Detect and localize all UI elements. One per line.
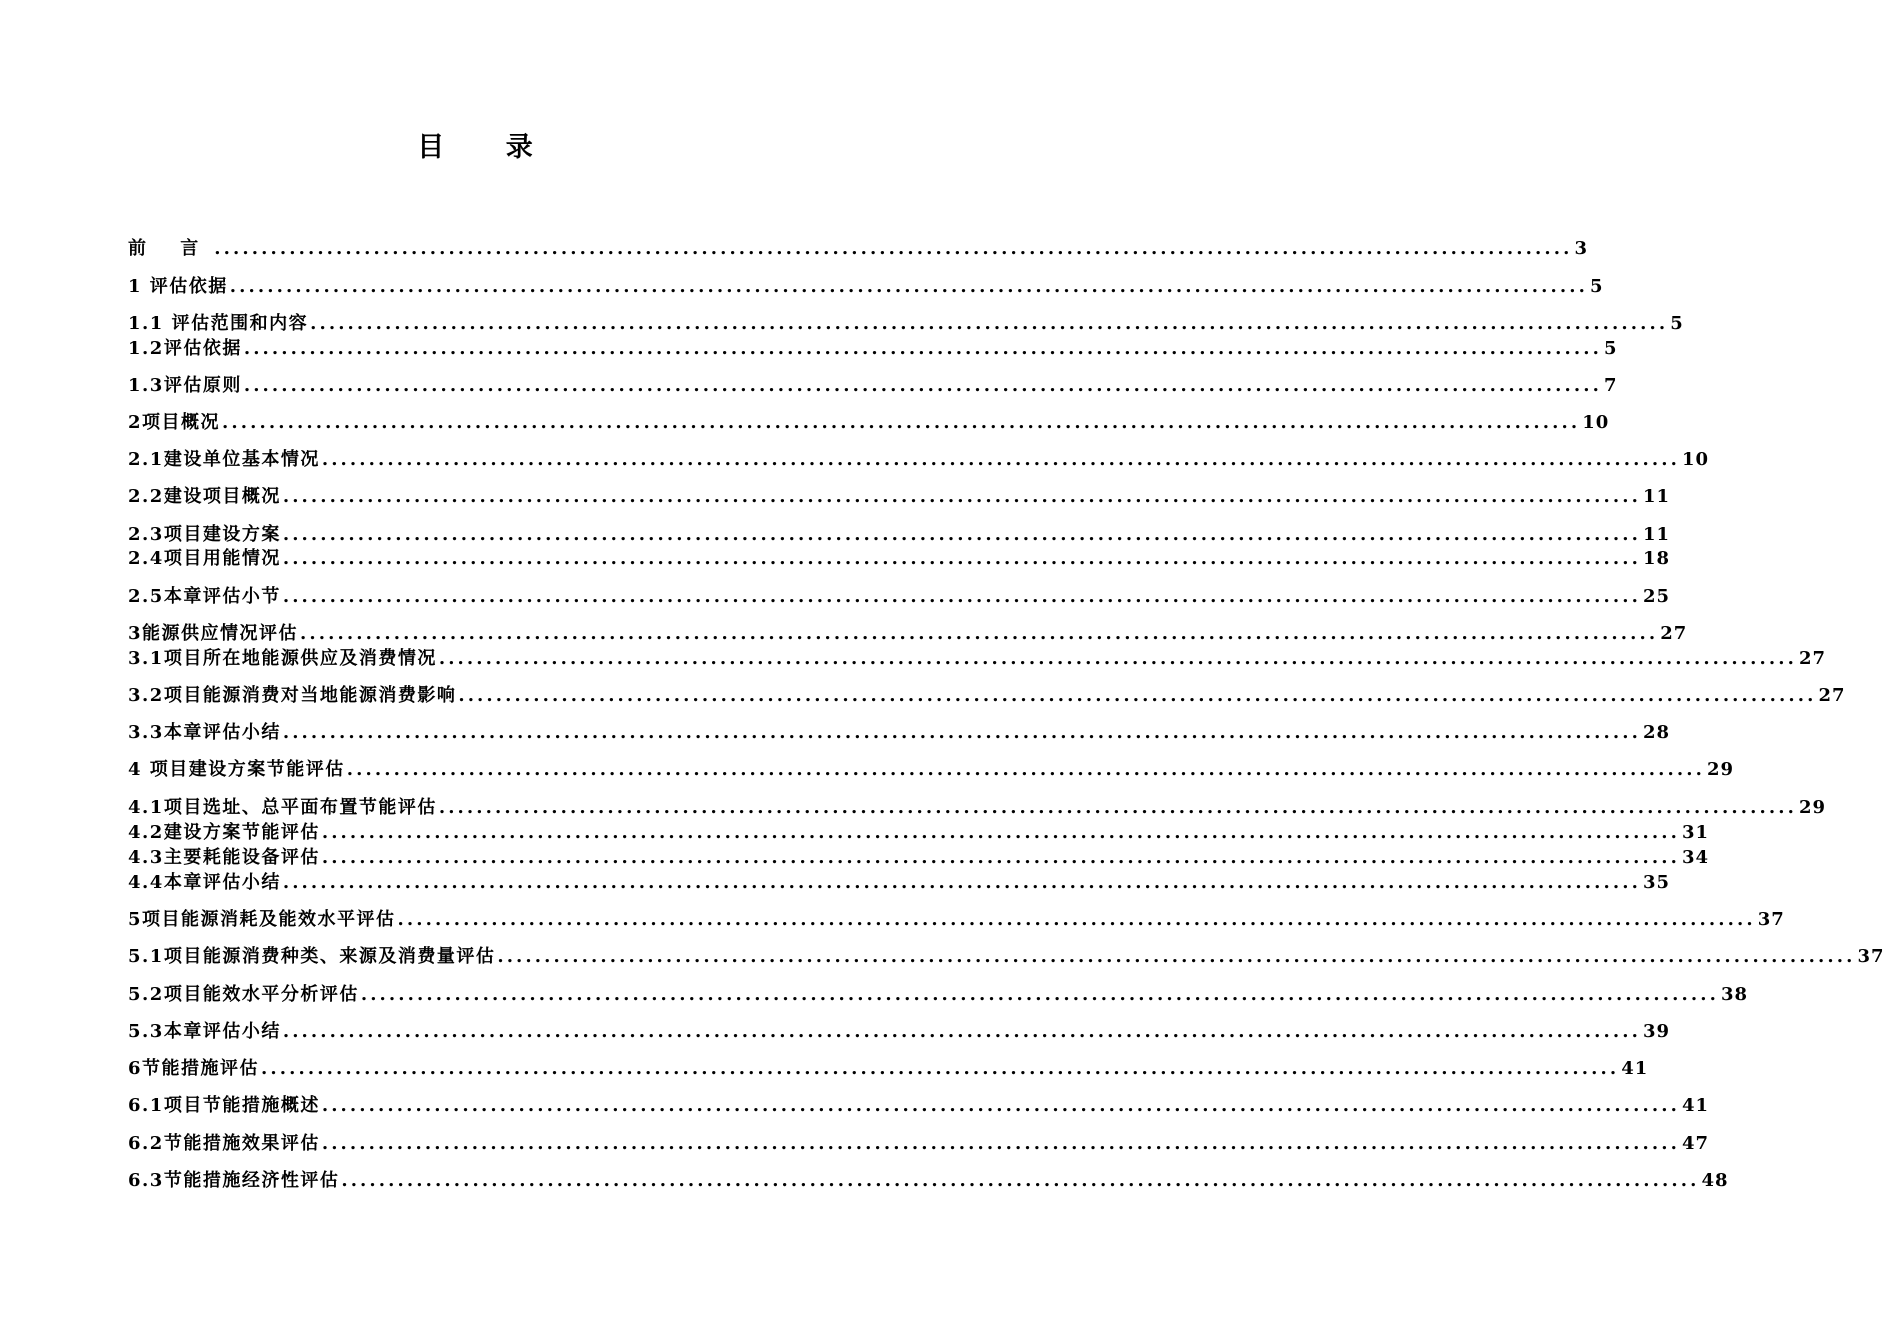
- toc-entry-label: 6节能措施评估: [128, 1058, 260, 1079]
- toc-entry[interactable]: [128, 982, 1749, 1008]
- toc-leader-dots: .................................................................................................................................................: [282, 872, 1641, 893]
- toc-leader-dots: .................................................................................................................................................: [214, 238, 1573, 259]
- toc-entry-label: 4.3主要耗能设备评估: [128, 847, 320, 868]
- toc-entry-label: 6.2节能措施效果评估: [128, 1133, 320, 1154]
- toc-entry-page: 39: [1642, 1021, 1671, 1042]
- toc-entry[interactable]: [128, 522, 1671, 548]
- toc-entry-page: 38: [1720, 984, 1749, 1005]
- toc-entry-label: 2项目概况: [128, 412, 221, 433]
- page-title: 目 录: [417, 132, 559, 163]
- toc-entry-page: 5: [1589, 276, 1604, 297]
- toc-leader-dots: .................................................................................................................................................: [341, 1170, 1700, 1191]
- toc-entry-page: 29: [1798, 797, 1827, 818]
- toc-entry-label: 5.2项目能效水平分析评估: [128, 984, 359, 1005]
- toc-leader-dots: .................................................................................................................................................: [321, 822, 1680, 843]
- toc-entry-page: 27: [1660, 623, 1688, 644]
- toc-leader-dots: .................................................................................................................................................: [321, 449, 1680, 470]
- toc-entry[interactable]: [128, 820, 1710, 846]
- toc-leader-dots: .................................................................................................................................................: [282, 722, 1641, 743]
- toc-entry-page: 11: [1642, 524, 1671, 545]
- toc-entry-page: 34: [1681, 847, 1710, 868]
- toc-entry-page: 37: [1857, 946, 1885, 967]
- toc-leader-dots: .................................................................................................................................................: [222, 412, 1581, 433]
- toc-entry-label: 1.1 评估范围和内容: [128, 313, 309, 334]
- toc-entry[interactable]: [128, 336, 1618, 362]
- toc-entry[interactable]: [128, 484, 1671, 510]
- toc-entry-label: 5.1项目能源消费种类、来源及消费量评估: [128, 946, 496, 967]
- toc-entry-label: 1.2评估依据: [128, 338, 242, 359]
- toc-entry-page: 27: [1818, 685, 1846, 706]
- toc-entry-label: 4 项目建设方案节能评估: [128, 759, 345, 780]
- toc-leader-dots: .................................................................................................................................................: [497, 946, 1856, 967]
- toc-entry-label: 2.3项目建设方案: [128, 524, 281, 545]
- toc-entry[interactable]: [128, 274, 1604, 300]
- toc-leader-dots: .................................................................................................................................................: [346, 759, 1705, 780]
- toc-entry-label: 1 评估依据: [128, 276, 228, 297]
- toc-leader-dots: .................................................................................................................................................: [397, 909, 1756, 930]
- toc-leader-dots: .................................................................................................................................................: [261, 1058, 1620, 1079]
- toc-leader-dots: .................................................................................................................................................: [282, 1021, 1641, 1042]
- toc-leader-dots: .................................................................................................................................................: [310, 313, 1669, 334]
- toc-leader-dots: .................................................................................................................................................: [229, 276, 1588, 297]
- toc-entry[interactable]: [128, 1131, 1710, 1157]
- toc-entry-label: 6.3节能措施经济性评估: [128, 1170, 340, 1191]
- toc-entry[interactable]: [128, 373, 1618, 399]
- toc-leader-dots: .................................................................................................................................................: [321, 847, 1680, 868]
- toc-entry[interactable]: [128, 1019, 1671, 1045]
- toc-leader-dots: .................................................................................................................................................: [458, 685, 1817, 706]
- toc-entry[interactable]: [128, 410, 1610, 436]
- toc-entry[interactable]: [128, 907, 1785, 933]
- toc-entry-label: 3.2项目能源消费对当地能源消费影响: [128, 685, 457, 706]
- toc-entry-page: 29: [1706, 759, 1735, 780]
- toc-entry[interactable]: [128, 845, 1710, 871]
- toc-entry-page: 10: [1582, 412, 1610, 433]
- toc-entry-page: 27: [1798, 648, 1827, 669]
- toc-entry-page: 41: [1621, 1058, 1649, 1079]
- toc-leader-dots: .................................................................................................................................................: [282, 524, 1641, 545]
- toc-entry[interactable]: [128, 720, 1671, 746]
- toc-entry-page: 28: [1642, 722, 1671, 743]
- toc-entry-label: 4.4本章评估小结: [128, 872, 281, 893]
- toc-entry-page: 37: [1757, 909, 1785, 930]
- toc-entry[interactable]: [128, 1168, 1729, 1194]
- toc-entry-label: 2.5本章评估小节: [128, 586, 281, 607]
- toc-entry-label: 2.4项目用能情况: [128, 548, 281, 569]
- toc-entry-page: 48: [1701, 1170, 1729, 1191]
- toc-leader-dots: .................................................................................................................................................: [243, 375, 1602, 396]
- toc-entry-label: 5项目能源消耗及能效水平评估: [128, 909, 396, 930]
- toc-entry-page: 18: [1642, 548, 1671, 569]
- toc-entry-page: 25: [1642, 586, 1671, 607]
- toc-entry[interactable]: [128, 621, 1688, 647]
- toc-leader-dots: .................................................................................................................................................: [321, 1133, 1680, 1154]
- toc-leader-dots: .................................................................................................................................................: [243, 338, 1602, 359]
- toc-entry-label: 2.1建设单位基本情况: [128, 449, 320, 470]
- toc-entry-label: 4.1项目选址、总平面布置节能评估: [128, 797, 437, 818]
- toc-entry[interactable]: [128, 683, 1846, 709]
- toc-entry-page: 35: [1642, 872, 1671, 893]
- toc-leader-dots: .................................................................................................................................................: [282, 486, 1641, 507]
- toc-entry-page: 11: [1642, 486, 1671, 507]
- toc-entry-label: 3能源供应情况评估: [128, 623, 299, 644]
- toc-leader-dots: .................................................................................................................................................: [282, 586, 1641, 607]
- toc-entry-page: 41: [1681, 1095, 1710, 1116]
- toc-entry-label: 前 言: [128, 238, 213, 259]
- toc-leader-dots: .................................................................................................................................................: [360, 984, 1719, 1005]
- toc-leader-dots: .................................................................................................................................................: [282, 548, 1641, 569]
- toc-entry[interactable]: [128, 646, 1827, 672]
- toc-entry-page: 31: [1681, 822, 1710, 843]
- toc-entry-label: 1.3评估原则: [128, 375, 242, 396]
- toc-entry-label: 3.1项目所在地能源供应及消费情况: [128, 648, 437, 669]
- toc-entry[interactable]: [128, 1056, 1649, 1082]
- toc-entry[interactable]: [128, 1093, 1710, 1119]
- toc-entry[interactable]: [128, 311, 1684, 337]
- toc-entry-page: 47: [1681, 1133, 1710, 1154]
- toc-entry-label: 4.2建设方案节能评估: [128, 822, 320, 843]
- toc-entry[interactable]: [128, 757, 1735, 783]
- toc-entry-page: 7: [1603, 375, 1618, 396]
- toc-entry[interactable]: [128, 236, 1588, 262]
- toc-entry-page: 10: [1681, 449, 1710, 470]
- toc-entry[interactable]: [128, 870, 1671, 896]
- toc-leader-dots: .................................................................................................................................................: [438, 648, 1797, 669]
- toc-entry-label: 2.2建设项目概况: [128, 486, 281, 507]
- toc-leader-dots: .................................................................................................................................................: [321, 1095, 1680, 1116]
- toc-entry-page: 5: [1603, 338, 1618, 359]
- toc-entry[interactable]: [128, 795, 1827, 821]
- toc-entry-label: 3.3本章评估小结: [128, 722, 281, 743]
- toc-entry[interactable]: [128, 546, 1671, 572]
- toc-leader-dots: .................................................................................................................................................: [438, 797, 1797, 818]
- toc-entry-page: 3: [1574, 238, 1588, 259]
- toc-entry-label: 5.3本章评估小结: [128, 1021, 281, 1042]
- toc-entry[interactable]: [128, 584, 1671, 610]
- toc-entry-label: 6.1项目节能措施概述: [128, 1095, 320, 1116]
- toc-entry[interactable]: [128, 447, 1710, 473]
- toc-leader-dots: .................................................................................................................................................: [300, 623, 1659, 644]
- toc-entry-page: 5: [1670, 313, 1684, 334]
- toc-entry[interactable]: [128, 944, 1885, 970]
